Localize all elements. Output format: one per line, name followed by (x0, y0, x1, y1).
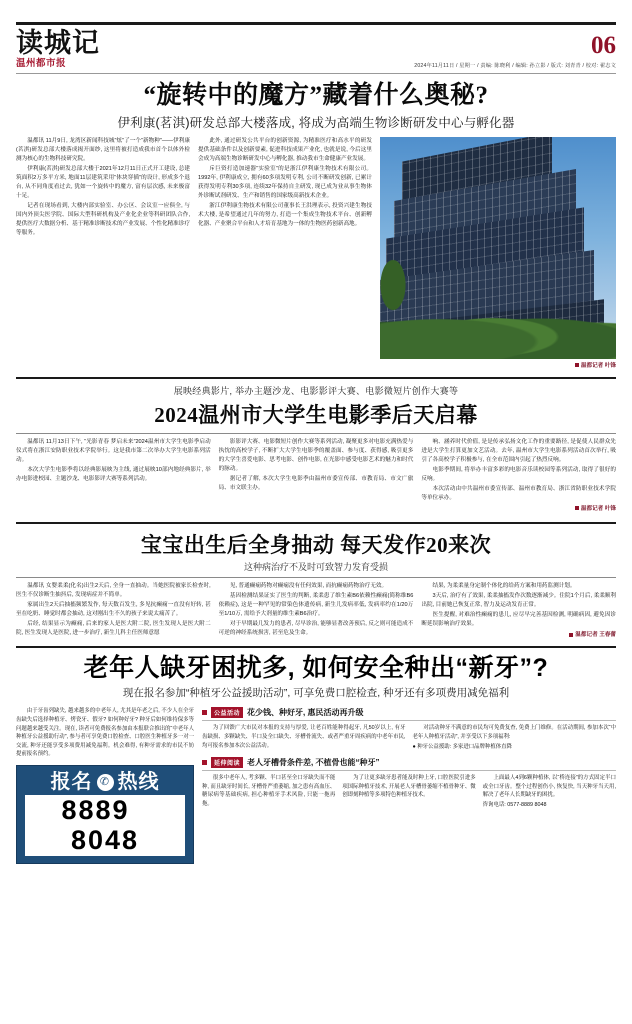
ad-section-public-welfare (202, 707, 616, 752)
paragraph: 基因检测结果证实了医生的判断, 柔柔患了维生素B6依赖性癫痫(简称维B6依赖症), 这是一种罕见的常染色体遗传病, 新生儿发病率低, 发病率约在1/20万至1/10万, 需给予大剂量的维生素B6治疗。 (218, 593, 414, 618)
page-number: 06 (591, 31, 616, 59)
ad-section-rule (202, 770, 616, 771)
ad-left-panel (16, 707, 194, 864)
article-medical (16, 529, 616, 640)
ad-hotline-number[interactable] (25, 795, 185, 856)
article-film-rule (16, 433, 616, 434)
paragraph: 3天后, 治疗有了效果, 柔柔抽搐发作次数逐渐减少。住院1个月后, 柔柔顺利出院, 目前她已恢复正常, 智力及运动发育正常。 (421, 593, 617, 609)
byline-marker-icon (575, 363, 579, 367)
paragraph: 家属出生2天后抽搐频繁发作, 每天数百发生, 多见抗癫痫一直没有好转, 甚至在吃奶、睡觉时都会抽动, 这对刚出生不久的孩子来说太痛苦了。 (16, 602, 211, 618)
byline-marker-icon (575, 506, 579, 510)
ad-section-title: 老人牙槽骨条件差, 不植骨也能“种牙” (247, 758, 380, 768)
paragraph: 结果, 为柔柔量身定制个体化的给药方案和用药监测计划。 (432, 582, 576, 589)
article-medical-subtitle: 这种病治疗不及时可致智力发育受损 (243, 561, 388, 572)
paragraph: 对于早期最几发力的患者, 尽早诊治, 能够显著改善预后, 反之则可能造成不可逆的神经系统损害, 甚至危及生命。 (218, 621, 414, 637)
masthead-bottom-rule (16, 73, 616, 74)
ad-hotline-label-right: 热线 (117, 771, 160, 794)
ad-subtitle: 现在报名参加“种植牙公益援助活动”, 可享免费口腔检查, 种牙还有多项费用减免福利 (122, 687, 510, 700)
paragraph: 温都讯 女婴柔柔(化名)出生2天后, 全身一直抽动。当她医院被家长检查时, 医生不仅诊断生抽抖后, 发现病症并不简单。 (16, 582, 211, 599)
ad-title: 老年人缺牙困扰多, 如何安全种出“新牙”? (83, 654, 549, 683)
ad-section-rule (202, 720, 616, 721)
ad-section-column-1 (202, 774, 335, 811)
advertisement-dental (16, 646, 616, 864)
paragraph: 记者在现场看到, 大楼内部实验室、办公区、会议室一应俱全, 与国内外顶尖医学院、国际大型科研机构及产业化企业等科研团队合作, 提供医疗大数据分析、基于精准诊断技术的产业发展、个性化精准诊疗等服务。 (16, 202, 190, 237)
phone-icon: ✆ (97, 774, 114, 791)
ad-section-column-1 (202, 724, 406, 752)
paragraph: 本次大学生电影季将以经典影展映为主线, 通过展映10部内地经典影片, 举办电影进校园、主题沙龙、电影影评大赛等系列活动。 (16, 466, 211, 482)
masthead-subtitle: 温州都市报 (16, 58, 67, 70)
article-film-festival (16, 384, 616, 514)
article-film-column-2 (219, 438, 414, 514)
ad-hotline-box[interactable] (16, 765, 194, 864)
article-lead (16, 82, 616, 369)
section-divider-2 (16, 522, 616, 524)
ad-right-panel (202, 707, 616, 864)
article-lead-photo-wrap (380, 137, 616, 359)
article-lead-column-1 (16, 137, 190, 359)
ad-intro-text (16, 707, 194, 759)
masthead-title: 读城记 (16, 28, 100, 58)
paragraph: 此外, 通过研发公共平台的创新资源, 为精准医疗和高水平的研发提供基础条件以及创新要素, 促进科技成果产业化, 也就是说, 今后这里会成为高端生物诊断研发中心与孵化器, 推动我市生命健康产业发展。 (198, 137, 372, 162)
paragraph: 电影季期间, 将举办丰富多彩的电影音乐读校园等系列活动, 取得了很好的反响。 (421, 466, 617, 482)
masthead-brand (16, 29, 100, 69)
ad-section-column-2 (413, 724, 617, 752)
ad-section-column-3 (483, 774, 616, 811)
ad-section-tag: 延伸阅读 (211, 757, 243, 768)
paragraph: 医生提醒, 对难治性癫痫的患儿, 应尽早完善基因检测, 明确病因, 避免因诊断延误影响治疗效果。 (421, 612, 617, 628)
building-photo (380, 137, 616, 359)
article-lead-column-2 (198, 137, 372, 359)
article-medical-byline (421, 631, 616, 640)
article-lead-subtitle: 伊利康(茗淇)研发总部大楼落成, 将成为高端生物诊断研发中心与孵化器 (117, 115, 515, 130)
ad-section-tag: 公益活动 (211, 707, 243, 718)
masthead-meta: 2024年11月11日 / 星期一 / 责编: 陈晓利 / 编辑: 孙立影 / 版式: 刘青青 / 校对: 翟志文 (414, 62, 616, 69)
ad-section-extended-reading (202, 757, 616, 811)
article-film-title: 2024温州市大学生电影季后天启幕 (154, 402, 478, 427)
ad-hotline-label (51, 772, 160, 792)
byline-text: 温都记者 叶锋 (580, 362, 616, 369)
paragraph: 很多中老年人, 考多颗、半口甚至全口牙缺失而不能种, 而且缺牙时间长, 牙槽骨严重萎缩, 加之患有高血压、糖尿病等基础疾病, 担心种植牙手术风险, 只能一拖再拖。 (202, 775, 336, 808)
paragraph: 浙江伊利康生物技术有限公司董事长王洪理表示, 投资兴建生物技术大楼, 是希望通过几年的努力, 打造一个集成生物技术平台、创新孵化器、产业聚合平台和人才培育基地为一体的生物医药创新高地。 (198, 202, 372, 228)
article-medical-column-2 (219, 582, 414, 640)
article-medical-title: 宝宝出生后全身抽动 每天发作20来次 (140, 532, 492, 557)
paragraph: 温都讯 11月13日下午, “光影青春 梦启未来”2024温州市大学生电影季启动仪式将在浙江安防职业技术学院举行。这是我市第二次举办大学生电影系列活动。 (16, 438, 211, 463)
paragraph: 本次活动由中共温州市委宣传部、温州市教育局、浙江省防职业技术学院等单位承办。 (421, 485, 617, 501)
paragraph: 对活动种牙不满意的市民均可免费复查, 免费上门维修。在活动期间, 参加本次“中老年人种植牙活动”, 并享受以下多项福利: (412, 725, 616, 740)
byline-marker-icon (569, 633, 573, 637)
photo-foliage (380, 301, 616, 359)
paragraph: 温都讯 11月9日, 龙湾区新闻科技城“炫”了一个“新物种”——伊利康(茗淇)研发总部大楼落成揭开面纱, 这里将被打造成我市首个以体外检测为核心的生物科技研究院。 (16, 137, 190, 162)
article-film-kicker: 展映经典影片, 举办主题沙龙、电影影评大赛、电影微短片创作大赛等 (173, 385, 459, 396)
article-medical-column-1 (16, 582, 211, 640)
ad-hotline-label-left: 报名 (50, 771, 93, 794)
byline-text: 温都记者 王春蕾 (575, 632, 617, 639)
section-divider-1 (16, 377, 616, 379)
ad-section-title: 花少钱、种好牙, 惠民活动再升级 (247, 708, 364, 718)
paragraph: 上面最人4到6颗种植体, 以“桥连接”的方式固定半口或全口牙齿。整个过程创伤小, 恢复快, 当天种牙当天用, 解决了老年人长期缺牙的困扰。 (482, 775, 616, 799)
paragraph: 后经, 结果显示为癫痫, 后来的家人是医大附二院, 医生发现人是医大附二院, 医生发现人是医院, 进一步治疗, 新生儿科主任医师意愿 (16, 621, 211, 637)
paragraph: 为了回馈广大市民对本报的支持与厚爱, 让老百姓能种得起牙, 凡50岁以上, 有牙齿缺损、多颗缺失、半口及全口缺失、牙槽骨流失、或者严重牙周疾病的中老年市民, 均可报名参加本次公益活动。 (202, 725, 406, 749)
hotline-number-part-1: 8889 (61, 795, 130, 826)
paragraph: 见, 普通癫痫药物对癫痫没有任何效果, 而抗癫痫药物治疗无效。 (229, 582, 388, 589)
article-lead-title: “旋转中的魔方”藏着什么奥秘? (143, 81, 489, 109)
article-film-byline (421, 505, 616, 514)
article-medical-column-3 (421, 582, 616, 640)
paragraph: 伊利康(茗淇)研发总部大楼于2021年12月11日正式开工建设, 总建筑面积2万多平方米, 地面11层建筑采用“体块穿插”的设计, 形成多个退台, 从不同角度看过去, 犹如一个旋转中的魔方, 富有层次感, 未来极富十足。 (16, 165, 190, 199)
ad-section-column-2 (342, 774, 475, 811)
article-film-column-3 (421, 438, 616, 514)
ad-benefit-item: ● 种牙公益援助: 多家进口品牌种植体直降 (412, 743, 512, 750)
paragraph: 响、涵养时代价值, 是是传承弘扬文化工作的重要路径, 是促使人民群众先进是大学生打算更加文艺活动。去年, 温州市大学生电影系列活动首次举行, 吸引了各高校学子积极参与, 在全市范围内引起了热烈反响。 (421, 438, 617, 463)
byline-text: 温都记者 叶锋 (580, 505, 617, 512)
paragraph: 影影评大赛、电影微短片创作大赛等系列活动, 凝聚更多对电影充满热爱与执忱的高校学子, 不断扩大大学生电影季的覆盖面、参与度、获得感, 吸引更多的大学生喜爱电影、思考电影、创作电影, 在光影中感受电影艺术的魅力和时代的脉动。 (218, 438, 414, 472)
hotline-number-part-2: 8048 (70, 824, 140, 855)
section-marker-icon (202, 760, 207, 765)
paragraph: 为了让更多缺牙患者能及时种上牙, 口腔医院引进多项国际种植牙技术, 开展老人牙槽骨萎缩不植骨种牙、微创即刻种植等多项特色种植牙技术。 (342, 775, 476, 799)
article-film-column-1 (16, 438, 211, 514)
article-lead-byline (16, 361, 616, 369)
article-medical-rule (16, 577, 616, 578)
paragraph: 由于牙齿列缺失, 越来越多的中老年人, 尤其是年老之后, 不少人在全牙齿缺失后选择种植牙、烤瓷牙、假牙? 如何种好牙? 种牙后如何维持保多等问题越来越受关注。现在, 读者可免费报名参加由本报联合推出的“中老年人种植牙公益援助行动”, 参与者可享免费口腔检查、口腔医生种植牙多一对一交流, 种牙还能享受多项费用减免福利。机会难得, 有种牙需求的市民不妨提前报名预约。 (16, 708, 194, 758)
masthead (16, 0, 616, 74)
paragraph: 据记者了解, 本次大学生电影季由温州市委宣传部、市教育局、市文广旅局、市文联主办。 (218, 475, 414, 491)
paragraph: 斥巨资打造加速器“实验室”的是浙江伊利康生物技术有限公司。1992年, 伊利康成立, 拥有60多项发明专利, 公司不断研发创新, 已累计获得发明专利30多项, 连续32年保持自主研发, 现已成为业从事生物体外诊断试剂研发、生产和销售的国家级高新技术企业。 (198, 165, 372, 199)
section-marker-icon (202, 710, 207, 715)
ad-contact-phone[interactable]: 咨询电话: 0577-8889 8048 (482, 802, 547, 809)
